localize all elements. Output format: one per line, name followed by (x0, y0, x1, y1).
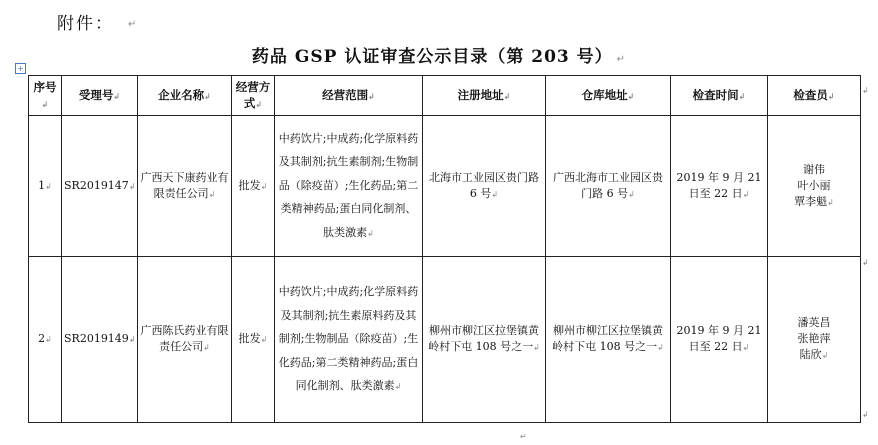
business-scope: 中药饮片;中成药;化学原料药及其制剂;抗生素原料药及其制剂;生物制品（除疫苗）;生化药品;第二类精神药品;蛋白同化制剂、肽类激素↲ (275, 257, 423, 423)
header-cell: 企业名称↲ (138, 76, 232, 116)
header-cell: 经营范围↲ (275, 76, 423, 116)
header-cell: 检查时间↲ (671, 76, 768, 116)
row-end-mark: ↲ (862, 410, 869, 419)
row-end-mark: ↲ (862, 258, 869, 267)
warehouse-address: 柳州市柳江区拉堡镇黄岭村下屯 108 号之一↲ (546, 257, 671, 423)
acceptance-number: SR2019149↲ (62, 257, 138, 423)
header-cell: 序号↲ (29, 76, 62, 116)
header-cell: 检查员↲ (768, 76, 861, 116)
inspection-time: 2019 年 9 月 21 日至 22 日↲ (671, 257, 768, 423)
row-number: 1↲ (29, 116, 62, 257)
table-move-handle-icon[interactable]: + (15, 63, 26, 74)
inspectors: 潘英昌 张艳萍 陆欣↲ (768, 257, 861, 423)
business-scope: 中药饮片;中成药;化学原料药及其制剂;抗生素制剂;生物制品（除疫苗）;生化药品;第二类精神药品;蛋白同化制剂、肽类激素↲ (275, 116, 423, 257)
acceptance-number: SR2019147↲ (62, 116, 138, 257)
registered-address: 北海市工业园区贵门路 6 号↲ (423, 116, 546, 257)
row-end-mark: ↲ (862, 86, 869, 95)
header-cell: 经营方式↲ (232, 76, 275, 116)
inspectors: 谢伟 叶小丽 覃李魁↲ (768, 116, 861, 257)
warehouse-address: 广西北海市工业园区贵门路 6 号↲ (546, 116, 671, 257)
row-number: 2↲ (29, 257, 62, 423)
gsp-table (28, 75, 861, 423)
inspection-time: 2019 年 9 月 21 日至 22 日↲ (671, 116, 768, 257)
company-name: 广西陈氏药业有限责任公司↲ (138, 257, 232, 423)
business-mode: 批发↲ (232, 257, 275, 423)
table-header-row (29, 76, 861, 116)
company-name: 广西天下康药业有限责任公司↲ (138, 116, 232, 257)
business-mode: 批发↲ (232, 116, 275, 257)
header-cell: 受理号↲ (62, 76, 138, 116)
paragraph-mark: ↵ (128, 19, 139, 30)
attachment-label: 附件： ↵ (57, 14, 139, 34)
document-title: 药品 GSP 认证审查公示目录（第 203 号） ↵ (251, 47, 627, 67)
table-row (29, 257, 861, 423)
registered-address: 柳州市柳江区拉堡镇黄岭村下屯 108 号之一↲ (423, 257, 546, 423)
header-cell: 仓库地址↲ (546, 76, 671, 116)
header-cell: 注册地址↲ (423, 76, 546, 116)
paragraph-mark: ↵ (520, 432, 527, 441)
paragraph-mark: ↵ (616, 54, 627, 65)
table-row (29, 116, 861, 257)
